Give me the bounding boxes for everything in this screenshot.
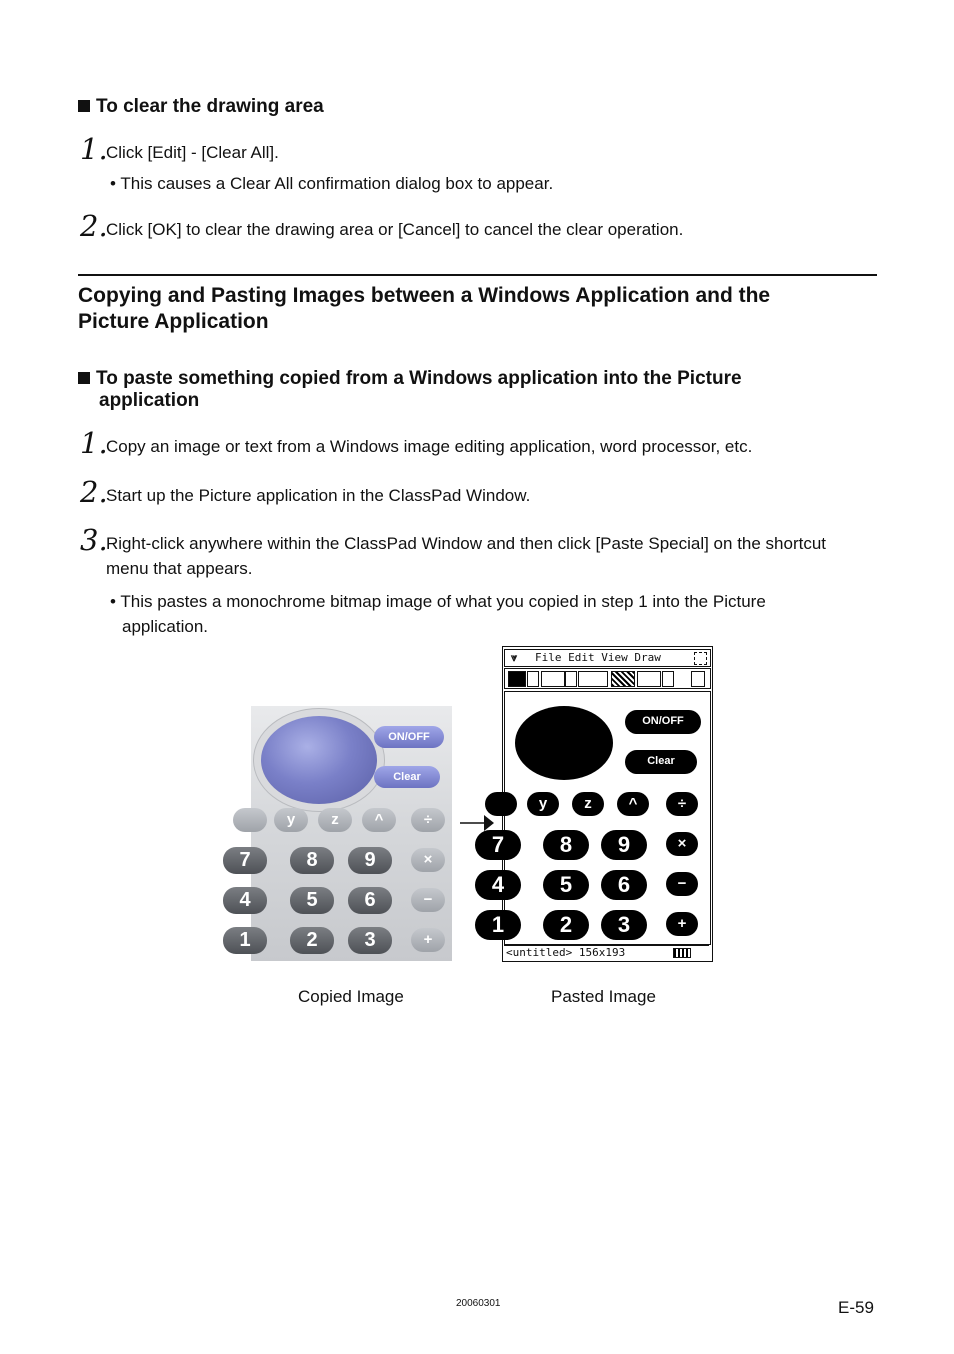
calc-key: 5 xyxy=(543,870,589,900)
calc-key xyxy=(233,808,267,832)
calc-key: 2 xyxy=(543,910,589,940)
calc-key: y xyxy=(527,792,559,816)
battery-icon xyxy=(673,948,691,958)
cursor-pad-icon xyxy=(515,706,613,780)
step-text: Click [Edit] - [Clear All]. xyxy=(106,143,279,162)
square-bullet-icon xyxy=(78,100,90,112)
calc-key: ^ xyxy=(362,808,396,832)
calc-key: 9 xyxy=(601,830,647,860)
calc-key: 2 xyxy=(290,927,334,954)
onoff-key: ON/OFF xyxy=(374,726,444,748)
section-divider xyxy=(78,274,877,276)
tool-bar xyxy=(504,668,711,689)
calc-key: 6 xyxy=(348,887,392,914)
clear-key: Clear xyxy=(374,766,440,788)
calc-key: 7 xyxy=(475,830,521,860)
copied-image xyxy=(239,706,452,961)
dropdown-icon xyxy=(662,671,674,687)
calc-key: z xyxy=(318,808,352,832)
select-tool-icon xyxy=(508,671,526,687)
calc-key: 3 xyxy=(348,927,392,954)
calc-key: × xyxy=(411,848,445,872)
status-bar: <untitled> 156x193 xyxy=(504,945,709,959)
calc-key: 3 xyxy=(601,910,647,940)
footer-code: 20060301 xyxy=(456,1298,501,1309)
menu-chevron-icon: ⩔ xyxy=(511,651,518,664)
section-heading-clear: To clear the drawing area xyxy=(78,96,324,118)
calc-key: − xyxy=(411,888,445,912)
cursor-pad-icon xyxy=(261,716,377,804)
calc-key: 5 xyxy=(290,887,334,914)
calc-key: ÷ xyxy=(666,792,698,816)
calc-key xyxy=(485,792,517,816)
calc-key: + xyxy=(411,928,445,952)
calc-key: 4 xyxy=(223,887,267,914)
calc-key: 8 xyxy=(543,830,589,860)
clear-key: Clear xyxy=(625,750,697,774)
calc-key: ^ xyxy=(617,792,649,816)
calc-key: 1 xyxy=(475,910,521,940)
copied-caption: Copied Image xyxy=(298,987,404,1006)
subsection-heading-paste: To paste something copied from a Windows application into the Picture application xyxy=(78,368,742,412)
picture-canvas xyxy=(491,691,711,945)
dropdown-icon xyxy=(527,671,539,687)
line-tool-icon xyxy=(578,671,608,687)
calc-key: + xyxy=(666,912,698,936)
calc-key: 6 xyxy=(601,870,647,900)
calc-key: 9 xyxy=(348,847,392,874)
calc-key: 1 xyxy=(223,927,267,954)
calc-key: z xyxy=(572,792,604,816)
calc-key: 8 xyxy=(290,847,334,874)
calc-key: y xyxy=(274,808,308,832)
pen-tool-icon xyxy=(541,671,565,687)
bullet-text: • This pastes a monochrome bitmap image of what you copied in step 1 into the Picture application. xyxy=(110,592,766,636)
step-number: 3. xyxy=(80,523,108,557)
section-title: Copying and Pasting Images between a Windows Application and the Picture Application xyxy=(78,284,771,333)
close-icon xyxy=(694,652,707,665)
rectangle-tool-icon xyxy=(637,671,661,687)
step-text: Start up the Picture application in the ClassPad Window. xyxy=(106,486,531,505)
page-number: E-59 xyxy=(838,1298,874,1317)
pattern-tool-icon xyxy=(611,671,635,687)
calc-key: 7 xyxy=(223,847,267,874)
step-number: 1. xyxy=(80,426,108,460)
pasted-caption: Pasted Image xyxy=(551,987,656,1006)
calc-key: 4 xyxy=(475,870,521,900)
dropdown-icon xyxy=(565,671,577,687)
step-text: Click [OK] to clear the drawing area or [Cancel] to cancel the clear operation. xyxy=(106,220,684,239)
calc-key: × xyxy=(666,832,698,856)
onoff-key: ON/OFF xyxy=(625,710,701,734)
step-number: 1. xyxy=(80,132,108,166)
step-text: Right-click anywhere within the ClassPad Window and then click [Paste Special] on the shortcut menu that appears. xyxy=(106,534,827,578)
calc-key: ÷ xyxy=(411,808,445,832)
square-bullet-icon xyxy=(78,372,90,384)
calc-key: − xyxy=(666,872,698,896)
menu-bar: ⩔ File Edit View Draw xyxy=(504,649,711,667)
step-number: 2. xyxy=(80,475,108,509)
scroll-right-icon xyxy=(691,671,705,687)
step-number: 2. xyxy=(80,209,108,243)
step-text: Copy an image or text from a Windows image editing application, word processor, etc. xyxy=(106,437,753,456)
bullet-text: • This causes a Clear All confirmation dialog box to appear. xyxy=(110,174,554,193)
pasted-image xyxy=(491,646,713,962)
